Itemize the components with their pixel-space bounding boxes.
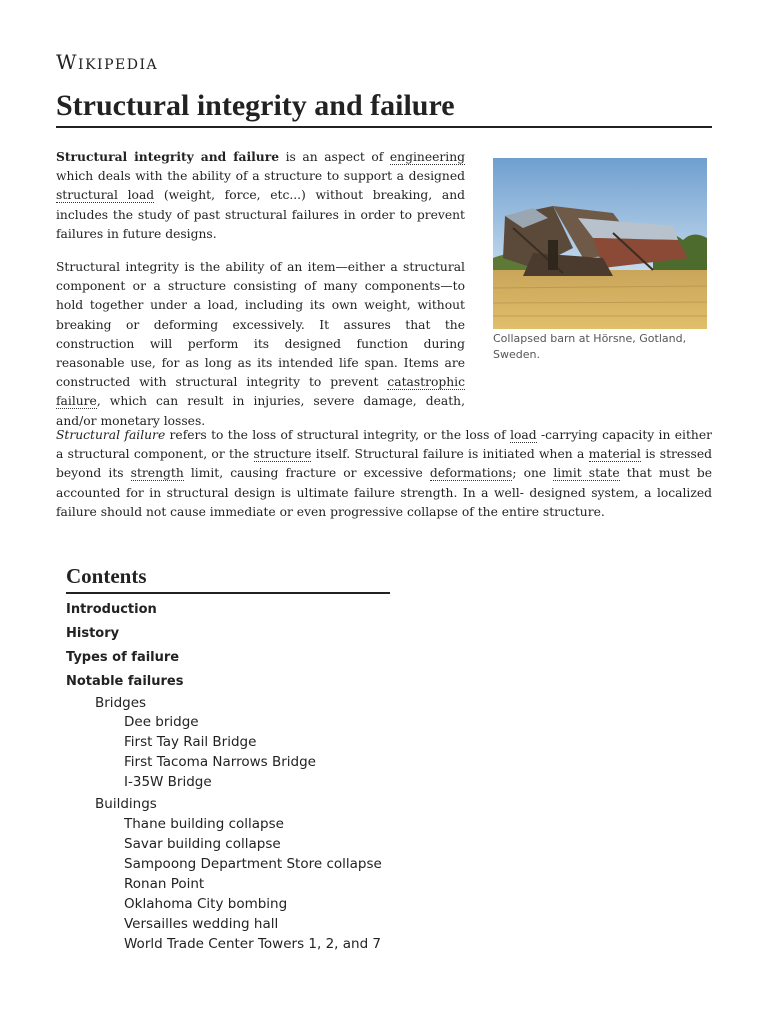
toc-item[interactable]: History	[66, 626, 120, 641]
toc-item[interactable]: Ronan Point	[124, 876, 205, 892]
italic-term: Structural failure	[56, 428, 166, 442]
link-deformations[interactable]: deformations	[429, 466, 513, 481]
toc-item[interactable]: Buildings	[95, 796, 157, 812]
link-structure[interactable]: structure	[253, 447, 312, 462]
figure	[493, 158, 707, 363]
text: which deals with the ability of a structure to support a designed	[56, 169, 465, 184]
toc-item[interactable]: Dee bridge	[124, 714, 199, 730]
page-title: Structural integrity and failure	[56, 86, 712, 128]
toc-item[interactable]: Types of failure	[66, 650, 180, 665]
toc-item[interactable]: First Tay Rail Bridge	[124, 734, 257, 750]
text: ; one	[512, 466, 554, 481]
collapsed-barn-image[interactable]	[493, 158, 707, 329]
intro-paragraph	[56, 147, 465, 244]
integrity-paragraph	[56, 258, 465, 431]
link-catastrophic-failure[interactable]: catastrophic failure	[56, 375, 465, 409]
link-material[interactable]: material	[588, 447, 641, 462]
figure-caption: Collapsed barn at Hörsne, Gotland, Sweden.	[493, 332, 687, 361]
link-load[interactable]: load	[510, 428, 537, 442]
toc-list	[66, 598, 390, 954]
text: Structural integrity is the ability of an item—either a structural component or a structure consisting of many components—to hold together under a load, including its own weight, without breaking or deforming excessively. It assures that the construction will perform its designed function during reasonable use, for as long as its intended life span. Items are constructed with structural integrity to prevent	[56, 260, 465, 390]
toc-item[interactable]: Notable failures	[66, 674, 184, 689]
toc-item[interactable]: Thane building collapse	[124, 816, 284, 832]
text: itself. Structural failure is initiated when a	[311, 447, 589, 462]
text: is stressed beyond its	[56, 447, 712, 481]
toc-item[interactable]: First Tacoma Narrows Bridge	[124, 754, 316, 770]
text: (weight, force, etc...) without breaking, and includes the study of past structural failures in order to prevent failures in future designs.	[56, 188, 465, 241]
toc-item[interactable]: World Trade Center Towers 1, 2, and 7	[124, 936, 382, 952]
toc-item[interactable]: Oklahoma City bombing	[124, 896, 288, 912]
text: , which can result in injuries, severe damage, death, and/or monetary losses.	[56, 394, 465, 428]
link-limit-state[interactable]: limit state	[553, 466, 620, 481]
link-structural-load[interactable]: structural load	[56, 188, 155, 203]
text: refers to the loss of structural integrity, or the loss of	[165, 428, 511, 442]
link-engineering[interactable]: engineering	[389, 150, 465, 164]
bold-term: Structural integrity and failure	[56, 149, 280, 164]
toc-item[interactable]: Savar building collapse	[124, 836, 281, 852]
link-strength[interactable]: strength	[130, 466, 184, 481]
text: is an aspect of	[279, 150, 390, 164]
failure-paragraph	[56, 426, 712, 522]
text: that must be accounted for in structural design is ultimate failure strength. In a well- designed system, a localized failure should not cause immediate or even progressive collapse of the entire structure.	[56, 466, 713, 519]
text: -carrying capacity in either a structural component, or the	[56, 428, 712, 462]
toc-item[interactable]: Sampoong Department Store collapse	[124, 856, 382, 872]
text: limit, causing fracture or excessive	[183, 466, 430, 481]
toc-item[interactable]: I-35W Bridge	[124, 774, 212, 790]
toc-item[interactable]: Versailles wedding hall	[124, 916, 279, 932]
table-of-contents	[66, 562, 390, 954]
wikipedia-logo[interactable]: Wikipedia	[56, 50, 159, 74]
toc-item[interactable]: Introduction	[66, 602, 157, 617]
toc-title: Contents	[66, 562, 390, 594]
toc-item[interactable]: Bridges	[95, 695, 147, 711]
